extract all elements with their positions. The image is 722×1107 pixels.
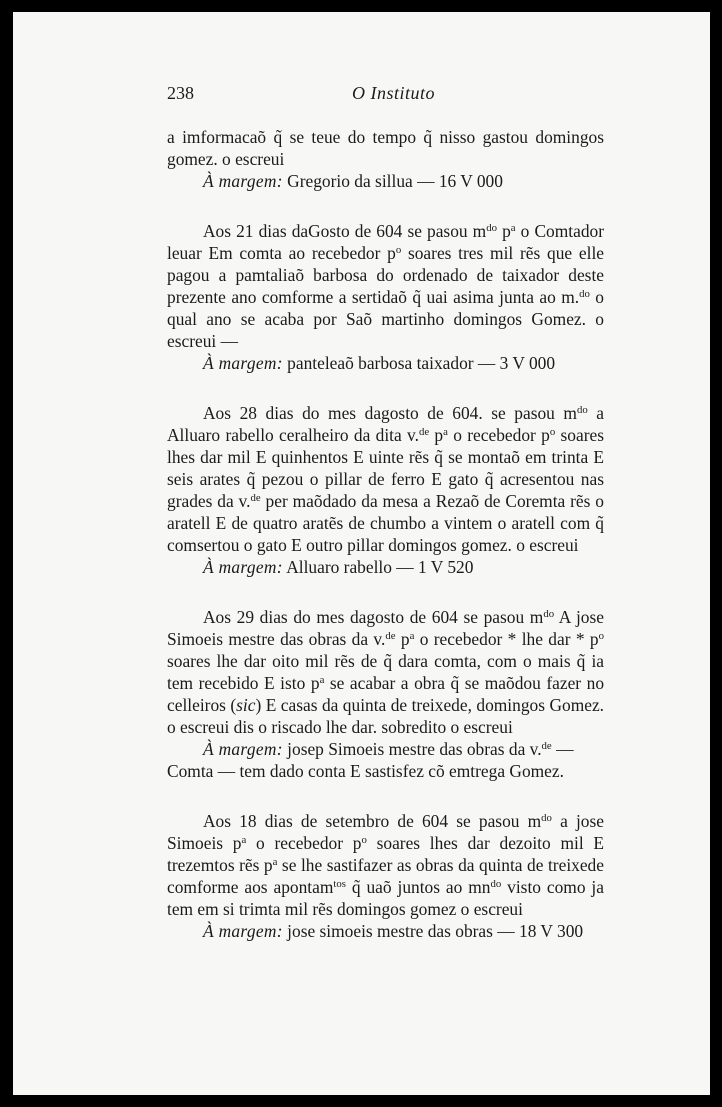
entry-paragraph: Aos 29 dias do mes dagosto de 604 se pasou $m^{do}$ A jose Simoeis mestre das obras da v.$^{de}$ $p^a$ o recebedor * lhe dar * $p^o$ soares lhe dar oito mil rẽs de q̃ dara comta, com o mais q̃ ia tem recebido E isto $p^a$ se acabar a obra q̃ se maõdou fazer no celleiros (sic) E casas da quinta de treixede, domingos Gomez. o escreui dis o riscado lhe dar. sobredito o escreui [167,607,605,737]
running-title: O Instituto [352,83,436,103]
entry-paragraph: Aos 18 dias de setembro de 604 se pasou $m^{do}$ a jose Simoeis $p^a$ o recebedor $p^o$ soares lhes dar dezoito mil E trezemtos rẽs $p^a$ se lhe sastifazer as obras da quinta de treixede comforme aos apontam$^{tos}$ q̃ uaõ juntos ao $mn^{do}$ visto como ja tem em si trimta mil rẽs domingos gomez o escreui [167,811,605,919]
entry-paragraph: a imformacaõ q̃ se teue do tempo q̃ nisso gastou domingos gomez. o escreui [167,127,604,169]
margin-label: À margem: [203,171,283,191]
margin-label: À margem: [203,353,283,373]
margin-note: À margem: Alluaro rabello — 1 V 520 [203,557,474,577]
margin-note: À margem: jose simoeis mestre das obras — 18 V 300 [203,921,584,941]
entry-paragraph: Aos 21 dias daGosto de 604 se pasou $m^{do}$ $p^a$ o Comtador leuar Em comta ao recebedor $p^o$ soares tres mil rẽs que elle pagou a pamtaliaõ barbosa do ordenado de taixador deste prezente ano comforme a sertidaõ q̃ uai asima junta ao m.$^{do}$ o qual ano se acaba por Saõ martinho domingos Gomez. o escreui — [167,221,605,351]
margin-note: À margem: panteleaõ barbosa taixador — 3 V 000 [203,353,556,373]
book-page [13,12,710,1095]
margin-label: À margem: [203,739,283,759]
document-body [167,126,604,942]
entry-paragraph: Aos 28 dias do mes dagosto de 604. se pasou $m^{do}$ a Alluaro rabello ceralheiro da dita v.$^{de}$ $p^a$ o recebedor $p^o$ soares lhes dar mil E quinhentos E uinte rẽs q̃ se montaõ em trinta E seis arates q̃ pezou o pillar de ferro E gato q̃ acresentou nas grades da v.$^{de}$ per maõdado da mesa a Rezaõ de Coremta rẽs o aratell E de quatro aratẽs de chumbo a vintem o aratell com q̃ comsertou o gato E outro pillar domingos gomez. o escreui [167,403,605,555]
margin-label: À margem: [203,557,283,577]
margin-note: À margem: Gregorio da sillua — 16 V 000 [203,171,503,191]
margin-label: À margem: [203,921,283,941]
page-header [167,83,604,107]
page-number: 238 [167,83,194,103]
margin-note: À margem: josep Simoeis mestre das obras da v.$^{de}$ — Comta — tem dado conta E sastisfez cõ emtrega Gomez. [167,739,574,781]
